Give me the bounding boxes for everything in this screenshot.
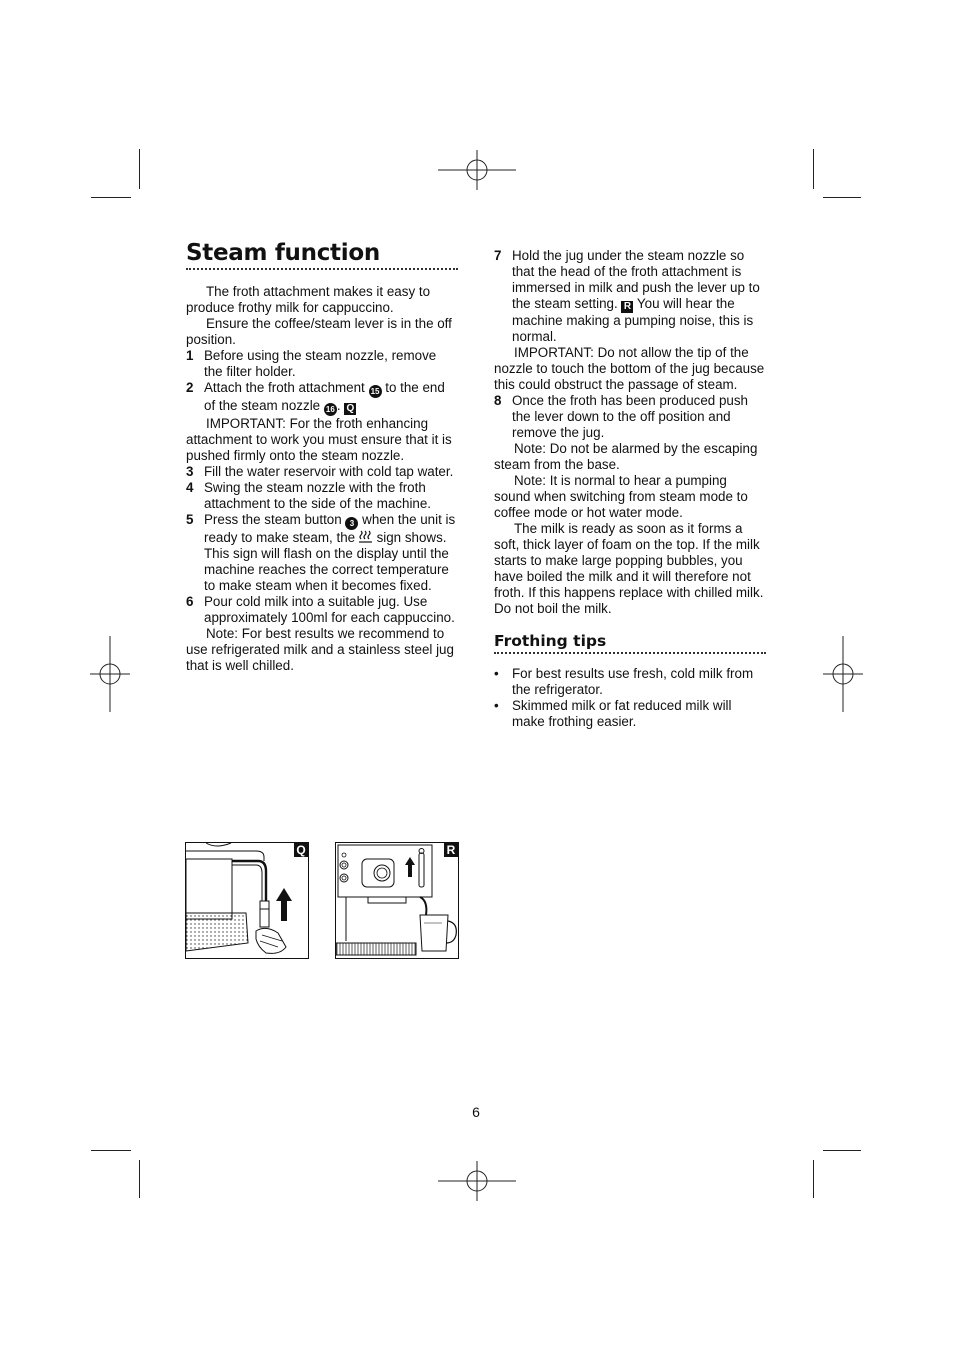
figure-r: [335, 842, 459, 959]
crop-mark: [139, 1160, 140, 1198]
crop-mark: [813, 149, 814, 189]
page-title: Steam function: [186, 240, 458, 270]
step-text: Press the steam button: [204, 512, 342, 527]
left-column: [186, 240, 458, 674]
bullet: •: [494, 698, 499, 713]
step-text: Fill the water reservoir with cold tap water.: [204, 464, 454, 479]
step-number: 2: [186, 380, 194, 395]
important-note: IMPORTANT: For the froth enhancing attachment to work you must ensure that it is pushed firmly onto the steam nozzle.: [186, 416, 452, 463]
step-item: [186, 480, 458, 512]
crop-mark: [91, 1150, 131, 1151]
step-text: You will hear the machine making a pumping noise, this is normal.: [512, 296, 754, 344]
step-text: .: [336, 398, 341, 413]
note-paragraph: Note: For best results we recommend to use refrigerated milk and a stainless steel jug that is well chilled.: [186, 626, 454, 673]
step-item: [186, 464, 458, 480]
registration-mark-icon: [438, 150, 516, 190]
crop-mark: [813, 1160, 814, 1198]
step-number: 3: [186, 464, 194, 479]
note-paragraph: Note: Do not be alarmed by the escaping steam from the base.: [494, 441, 758, 472]
crop-mark: [823, 1150, 861, 1151]
step-text: Pour cold milk into a suitable jug. Use approximately 100ml for each cappuccino.: [204, 594, 455, 625]
list-item-text: For best results use fresh, cold milk from the refrigerator.: [512, 666, 754, 697]
right-column: [494, 248, 766, 730]
figure-label: R: [444, 843, 458, 857]
figure-reference-icon: R: [621, 301, 633, 313]
step-text: Before using the steam nozzle, remove the filter holder.: [204, 348, 437, 379]
figure-label: Q: [294, 843, 308, 857]
step-number: 6: [186, 594, 194, 609]
step-text: sign shows. This sign will flash on the display until the machine reaches the correct temperature to make steam when it becomes fixed.: [204, 530, 449, 593]
crop-mark: [139, 149, 140, 189]
registration-mark-icon: [823, 636, 863, 712]
step-text: Once the froth has been produced push the lever down to the off position and remove the jug.: [512, 393, 748, 440]
important-note: IMPORTANT: Do not allow the tip of the nozzle to touch the bottom of the jug because this could obstruct the passage of steam.: [494, 345, 765, 392]
steaming-milk-illustration-icon: [336, 843, 458, 958]
figure-q: [185, 842, 309, 959]
step-item: [186, 512, 458, 594]
step-item: [186, 380, 458, 416]
step-text: Attach the froth attachment: [204, 380, 365, 395]
step-item: [186, 594, 458, 626]
bullet: •: [494, 666, 499, 681]
step-number: 4: [186, 480, 194, 495]
list-item-text: Skimmed milk or fat reduced milk will make frothing easier.: [512, 698, 732, 729]
steam-symbol-icon: [359, 530, 373, 543]
step-item: [494, 248, 766, 345]
registration-mark-icon: [90, 636, 130, 712]
froth-attachment-illustration-icon: [186, 843, 308, 958]
registration-mark-icon: [438, 1161, 516, 1201]
step-item: [186, 348, 458, 380]
step-text: Swing the steam nozzle with the froth attachment to the side of the machine.: [204, 480, 432, 511]
step-item: [494, 393, 766, 441]
step-number: 5: [186, 512, 194, 527]
step-text: when the unit is ready to make steam, the: [204, 512, 456, 545]
part-number-icon: 3: [345, 517, 358, 530]
crop-mark: [823, 197, 861, 198]
crop-mark: [91, 197, 131, 198]
page-number: 6: [472, 1104, 480, 1120]
body-paragraph: The milk is ready as soon as it forms a soft, thick layer of foam on the top. If the milk starts to make large popping bubbles, you have boiled the milk and it will therefore not froth. If this happens replace with chilled milk. Do not boil the milk.: [494, 521, 764, 616]
step-text: to the end of the steam nozzle: [204, 380, 445, 413]
part-number-icon: 16: [324, 403, 337, 416]
section-heading: Frothing tips: [494, 631, 766, 654]
list-item: [494, 666, 766, 698]
step-number: 7: [494, 248, 502, 263]
intro-paragraph: The froth attachment makes it easy to produce frothy milk for cappuccino.: [186, 284, 431, 315]
step-number: 1: [186, 348, 194, 363]
figure-reference-icon: Q: [344, 403, 356, 415]
intro-paragraph: Ensure the coffee/steam lever is in the off position.: [186, 316, 452, 347]
step-text: Hold the jug under the steam nozzle so that the head of the froth attachment is immersed in milk and push the lever up to the steam setting.: [512, 248, 760, 311]
list-item: [494, 698, 766, 730]
part-number-icon: 15: [369, 385, 382, 398]
note-paragraph: Note: It is normal to hear a pumping sound when switching from steam mode to coffee mode or hot water mode.: [494, 473, 748, 520]
step-number: 8: [494, 393, 502, 408]
